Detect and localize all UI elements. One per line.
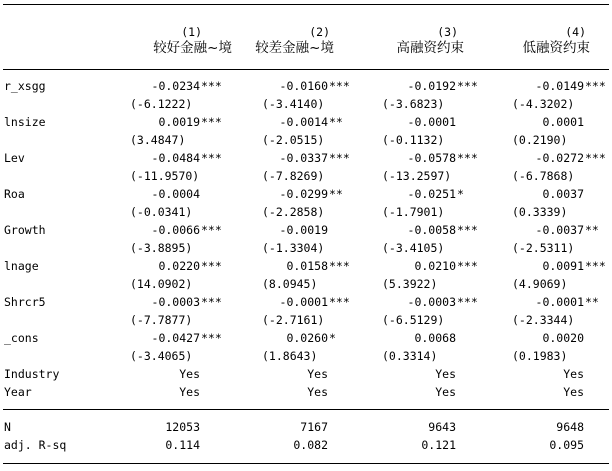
significance-stars: ** bbox=[585, 295, 599, 309]
significance-stars: *** bbox=[201, 295, 222, 309]
significance-stars: ** bbox=[329, 187, 343, 201]
t-statistic: (-2.3344) bbox=[512, 313, 575, 327]
coefficient: -0.0066 bbox=[151, 223, 200, 237]
t-statistic: (0.2190) bbox=[512, 133, 568, 147]
row-label: Growth bbox=[4, 223, 46, 237]
column-name: 较好金融~境 bbox=[153, 40, 232, 56]
stat-value: 0.082 bbox=[293, 438, 328, 452]
significance-stars: *** bbox=[201, 331, 222, 345]
coefficient: -0.0149 bbox=[535, 79, 584, 93]
t-statistic: (-3.4140) bbox=[262, 97, 325, 111]
fixed-effect-value: Yes bbox=[307, 367, 328, 381]
t-statistic: (-0.0341) bbox=[130, 205, 193, 219]
stat-value: 0.095 bbox=[549, 438, 584, 452]
row-label: Year bbox=[4, 385, 32, 399]
stat-value: 7167 bbox=[300, 420, 328, 434]
significance-stars: * bbox=[329, 331, 336, 345]
header-rule bbox=[3, 69, 609, 70]
t-statistic: (-1.3304) bbox=[262, 241, 325, 255]
row-label: lnage bbox=[4, 259, 39, 273]
t-statistic: (0.1983) bbox=[512, 349, 568, 363]
row-label: Industry bbox=[4, 367, 60, 381]
column-number: (4) bbox=[565, 25, 586, 39]
significance-stars: *** bbox=[329, 151, 350, 165]
row-label: _cons bbox=[4, 331, 39, 345]
fixed-effect-value: Yes bbox=[307, 385, 328, 399]
significance-stars: *** bbox=[457, 223, 478, 237]
stat-value: 0.114 bbox=[165, 438, 200, 452]
row-label: adj. R-sq bbox=[4, 438, 67, 452]
t-statistic: (8.0945) bbox=[262, 277, 318, 291]
coefficient: 0.0020 bbox=[542, 331, 584, 345]
significance-stars: *** bbox=[201, 259, 222, 273]
stat-value: 9648 bbox=[556, 420, 584, 434]
significance-stars: *** bbox=[457, 79, 478, 93]
t-statistic: (0.3339) bbox=[512, 205, 568, 219]
row-label: N bbox=[4, 420, 11, 434]
stat-value: 0.121 bbox=[421, 438, 456, 452]
coefficient: -0.0299 bbox=[279, 187, 328, 201]
stats-rule bbox=[3, 409, 609, 410]
coefficient: -0.0427 bbox=[151, 331, 200, 345]
coefficient: -0.0001 bbox=[535, 295, 584, 309]
significance-stars: *** bbox=[457, 151, 478, 165]
stat-value: 12053 bbox=[165, 420, 200, 434]
t-statistic: (4.9069) bbox=[512, 277, 568, 291]
t-statistic: (-4.3202) bbox=[512, 97, 575, 111]
fixed-effect-value: Yes bbox=[179, 367, 200, 381]
significance-stars: ** bbox=[329, 115, 343, 129]
significance-stars: *** bbox=[201, 115, 222, 129]
column-name: 高融资约束 bbox=[396, 40, 464, 56]
column-name: 低融资约束 bbox=[522, 40, 590, 56]
t-statistic: (-2.5311) bbox=[512, 241, 575, 255]
bottom-rule bbox=[3, 463, 609, 464]
t-statistic: (-6.5129) bbox=[382, 313, 445, 327]
t-statistic: (-2.0515) bbox=[262, 133, 325, 147]
t-statistic: (3.4847) bbox=[130, 133, 186, 147]
coefficient: -0.0003 bbox=[151, 295, 200, 309]
coefficient: -0.0234 bbox=[151, 79, 200, 93]
t-statistic: (-3.8895) bbox=[130, 241, 193, 255]
coefficient: -0.0001 bbox=[279, 295, 328, 309]
coefficient: 0.0220 bbox=[158, 259, 200, 273]
coefficient: -0.0160 bbox=[279, 79, 328, 93]
coefficient: -0.0192 bbox=[407, 79, 456, 93]
significance-stars: *** bbox=[201, 79, 222, 93]
t-statistic: (-1.7901) bbox=[382, 205, 445, 219]
coefficient: 0.0001 bbox=[542, 115, 584, 129]
column-number: (2) bbox=[309, 25, 330, 39]
t-statistic: (14.0902) bbox=[130, 277, 193, 291]
t-statistic: (-6.7868) bbox=[512, 169, 575, 183]
column-name: 较差金融~境 bbox=[255, 40, 334, 56]
coefficient: -0.0272 bbox=[535, 151, 584, 165]
significance-stars: *** bbox=[201, 151, 222, 165]
t-statistic: (-7.7877) bbox=[130, 313, 193, 327]
coefficient: -0.0001 bbox=[407, 115, 456, 129]
t-statistic: (-3.4065) bbox=[130, 349, 193, 363]
row-label: r_xsgg bbox=[4, 79, 46, 93]
row-label: Shrcr5 bbox=[4, 295, 46, 309]
stat-value: 9643 bbox=[428, 420, 456, 434]
significance-stars: *** bbox=[585, 79, 606, 93]
coefficient: 0.0260 bbox=[286, 331, 328, 345]
fixed-effect-value: Yes bbox=[435, 385, 456, 399]
t-statistic: (1.8643) bbox=[262, 349, 318, 363]
coefficient: -0.0003 bbox=[407, 295, 456, 309]
fixed-effect-value: Yes bbox=[179, 385, 200, 399]
t-statistic: (-3.4105) bbox=[382, 241, 445, 255]
significance-stars: *** bbox=[329, 295, 350, 309]
significance-stars: *** bbox=[585, 259, 606, 273]
coefficient: 0.0037 bbox=[542, 187, 584, 201]
row-label: Lev bbox=[4, 151, 25, 165]
coefficient: -0.0484 bbox=[151, 151, 200, 165]
column-number: (3) bbox=[437, 25, 458, 39]
t-statistic: (-2.7161) bbox=[262, 313, 325, 327]
row-label: Roa bbox=[4, 187, 25, 201]
coefficient: 0.0091 bbox=[542, 259, 584, 273]
coefficient: -0.0578 bbox=[407, 151, 456, 165]
coefficient: -0.0251 bbox=[407, 187, 456, 201]
coefficient: 0.0019 bbox=[158, 115, 200, 129]
significance-stars: *** bbox=[201, 223, 222, 237]
significance-stars: * bbox=[457, 187, 464, 201]
t-statistic: (5.3922) bbox=[382, 277, 438, 291]
coefficient: -0.0004 bbox=[151, 187, 200, 201]
t-statistic: (-2.2858) bbox=[262, 205, 325, 219]
top-rule bbox=[3, 4, 609, 5]
t-statistic: (-7.8269) bbox=[262, 169, 325, 183]
t-statistic: (-3.6823) bbox=[382, 97, 445, 111]
coefficient: 0.0210 bbox=[414, 259, 456, 273]
coefficient: -0.0014 bbox=[279, 115, 328, 129]
fixed-effect-value: Yes bbox=[563, 385, 584, 399]
coefficient: 0.0068 bbox=[414, 331, 456, 345]
t-statistic: (-11.9570) bbox=[130, 169, 200, 183]
column-number: (1) bbox=[181, 25, 202, 39]
t-statistic: (-0.1132) bbox=[382, 133, 445, 147]
significance-stars: ** bbox=[585, 223, 599, 237]
coefficient: 0.0158 bbox=[286, 259, 328, 273]
significance-stars: *** bbox=[329, 79, 350, 93]
significance-stars: *** bbox=[457, 259, 478, 273]
coefficient: -0.0037 bbox=[535, 223, 584, 237]
coefficient: -0.0058 bbox=[407, 223, 456, 237]
significance-stars: *** bbox=[329, 259, 350, 273]
coefficient: -0.0337 bbox=[279, 151, 328, 165]
t-statistic: (-6.1222) bbox=[130, 97, 193, 111]
significance-stars: *** bbox=[585, 151, 606, 165]
t-statistic: (-13.2597) bbox=[382, 169, 452, 183]
coefficient: -0.0019 bbox=[279, 223, 328, 237]
fixed-effect-value: Yes bbox=[435, 367, 456, 381]
t-statistic: (0.3314) bbox=[382, 349, 438, 363]
fixed-effect-value: Yes bbox=[563, 367, 584, 381]
row-label: lnsize bbox=[4, 115, 46, 129]
significance-stars: *** bbox=[457, 295, 478, 309]
